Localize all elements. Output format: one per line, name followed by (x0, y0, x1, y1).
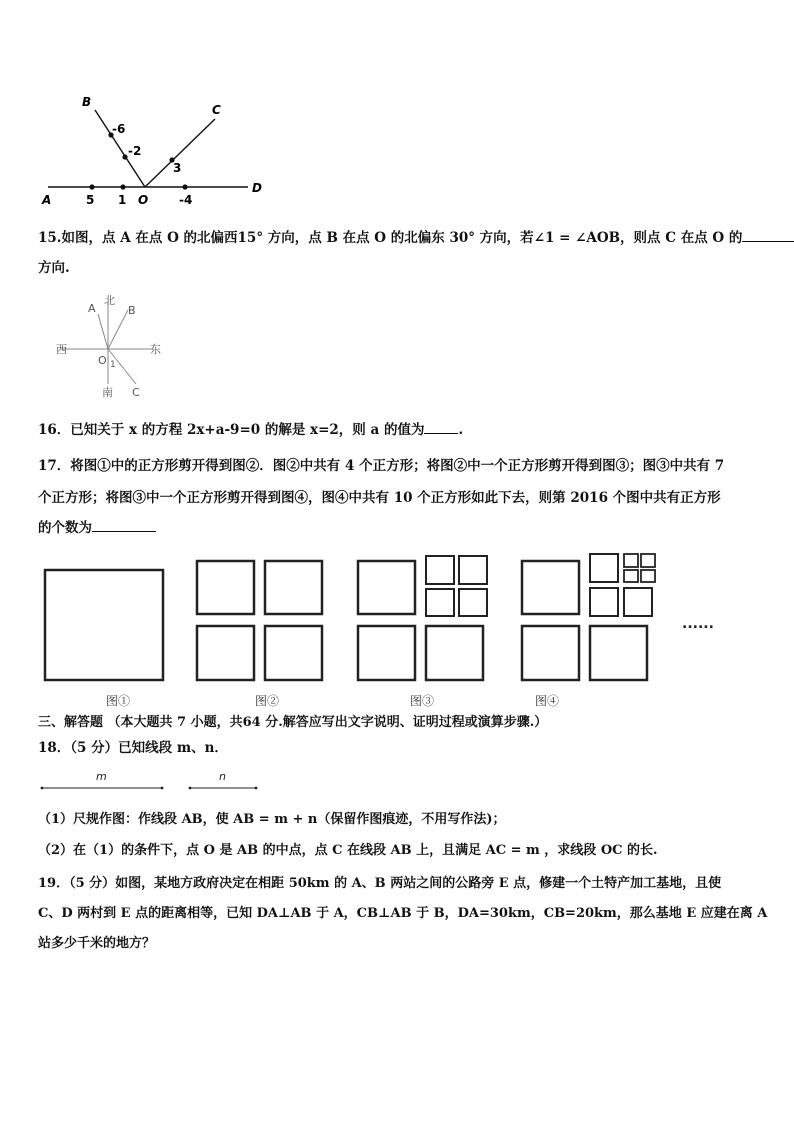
q16-text-end: . (458, 422, 464, 438)
tick-label-3: 3 (173, 161, 182, 175)
q19-line2: C、D 两村到 E 点的距离相等，已知 DA⊥AB 于 A，CB⊥AB 于 B，DA=30km，CB=20km，那么基地 E 应建在离 A (38, 906, 768, 921)
q15-west: 西 (56, 343, 67, 356)
label-O: O (138, 193, 149, 207)
q18-part1: （1）尺规作图：作线段 AB，使 AB = m + n（保留作图痕迹，不用写作法)； (38, 812, 506, 827)
q15-east: 东 (150, 343, 161, 356)
label-A: A (42, 193, 52, 207)
q15-number: 15. (38, 230, 62, 246)
question-15 (38, 228, 794, 248)
tick-label-1: 1 (118, 193, 127, 207)
q17-figure (40, 550, 740, 686)
segment-m-label: m (96, 770, 107, 783)
label-D: D (252, 181, 262, 195)
q17-caption-2: 图② (255, 694, 280, 708)
tick-label-neg2: -2 (128, 144, 142, 158)
q15-line1: 如图，点 A 在点 O 的北偏西15° 方向，点 B 在点 O 的北偏东 30° 方向，若∠1 = ∠AOB，则点 C 在点 O 的 (61, 230, 743, 246)
q17-caption-4: 图④ (535, 694, 560, 708)
segment-n-label: n (219, 770, 226, 783)
section-3-heading: 三、解答题 （本大题共 7 小题，共64 分.解答应写出文字说明、证明过程或演算步骤.） (38, 715, 548, 730)
q16-text: 已知关于 x 的方程 2x+a-9=0 的解是 x=2，则 a 的值为 (70, 422, 425, 438)
q15-label-C: C (132, 386, 140, 399)
q18-title: 18．（5 分）已知线段 m、n． (38, 740, 228, 756)
q17-caption-1: 图① (106, 694, 131, 708)
q16-answer-blank[interactable] (424, 433, 458, 434)
q17-ellipsis: ...... (682, 616, 714, 632)
question-17-line1 (38, 456, 724, 476)
q17-number: 17． (38, 458, 71, 474)
q18-part2: （2）在（1）的条件下，点 O 是 AB 的中点，点 C 在线段 AB 上，且满足 AC = m ，求线段 OC 的长. (38, 843, 658, 858)
q15-figure (52, 292, 172, 402)
q17-line1: 将图①中的正方形剪开得到图②．图②中共有 4 个正方形；将图②中一个正方形剪开得到图③；图③中共有 7 (70, 458, 725, 474)
q18-segments (38, 766, 278, 794)
question-16 (38, 420, 463, 440)
label-B: B (82, 95, 92, 109)
q15-line2: 方向. (38, 260, 70, 276)
q15-label-B: B (128, 304, 136, 317)
q17-line3: 的个数为 (38, 520, 92, 536)
q15-answer-blank[interactable] (742, 241, 794, 242)
q14-figure (40, 92, 280, 208)
q15-north: 北 (104, 294, 115, 307)
q17-answer-blank[interactable] (92, 531, 156, 532)
q15-label-O: O (98, 354, 107, 367)
q15-label-A: A (88, 302, 96, 315)
tick-label-neg6: -6 (112, 122, 126, 136)
tick-label-neg4: -4 (179, 193, 193, 207)
label-C: C (212, 103, 221, 117)
q16-number: 16． (38, 422, 71, 438)
q19-line3: 站多少千米的地方？ (38, 936, 156, 951)
q17-caption-3: 图③ (410, 694, 435, 708)
q15-angle-1: 1 (110, 360, 116, 370)
tick-label-5: 5 (86, 193, 95, 207)
question-17-line3 (38, 518, 156, 538)
q19-line1: 19．（5 分）如图，某地方政府决定在相距 50km 的 A、B 两站之间的公路旁 E 点，修建一个土特产加工基地，且使 (38, 876, 722, 891)
q15-south: 南 (102, 386, 113, 399)
q17-line2: 个正方形；将图③中一个正方形剪开得到图④，图④中共有 10 个正方形如此下去，则第 2016 个图中共有正方形 (38, 490, 721, 506)
